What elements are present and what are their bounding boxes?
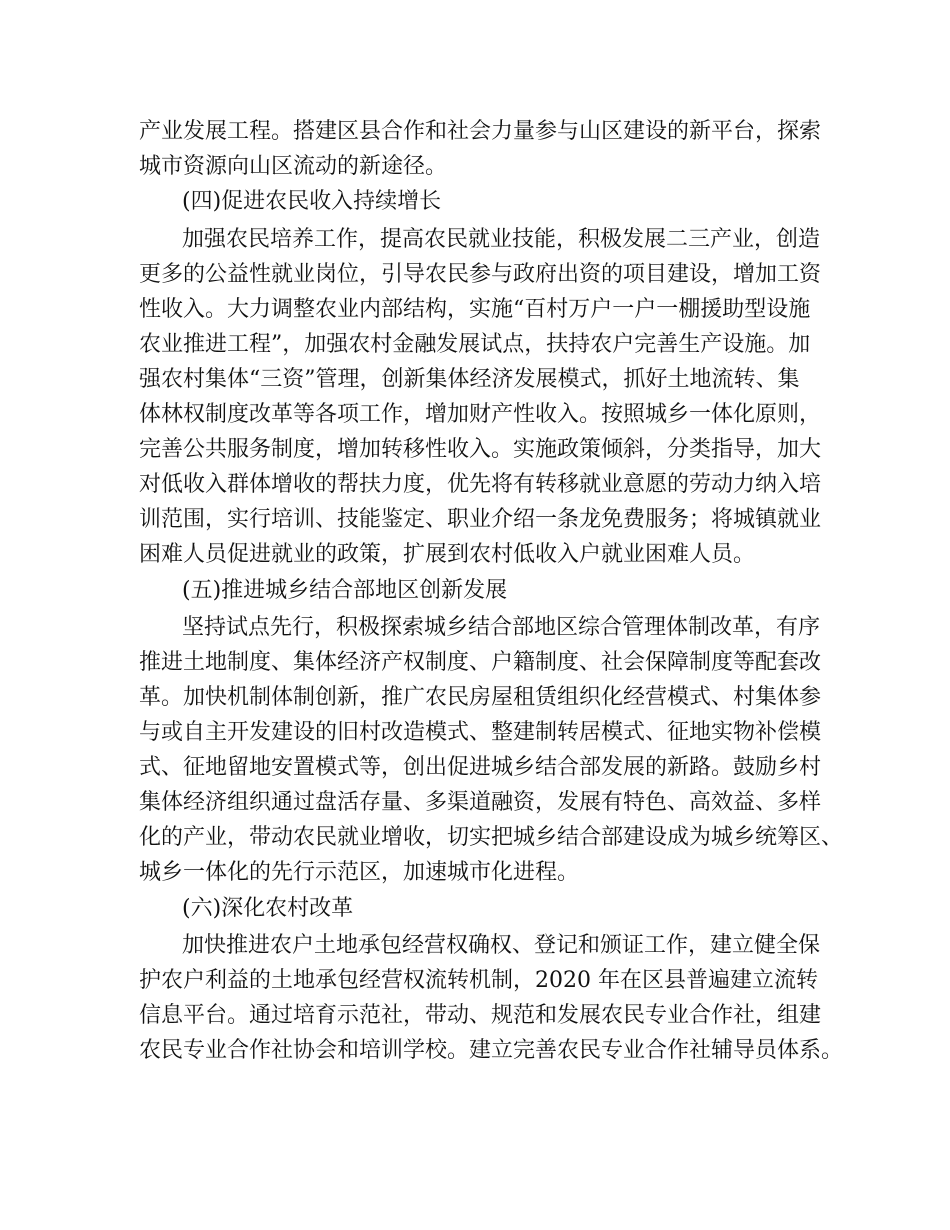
- body-text-line: 更多的公益性就业岗位，引导农民参与政府出资的项目建设，增加工资: [139, 262, 822, 287]
- body-text-line: 革。加快机制体制创新，推广农民房屋租赁组织化经营模式、村集体参: [139, 685, 822, 710]
- body-text-line: 加快推进农户土地承包经营权确权、登记和颁证工作，建立健全保: [182, 933, 821, 958]
- body-text-line: 困难人员促进就业的政策，扩展到农村低收入户就业困难人员。: [139, 542, 756, 567]
- body-text-line: 集体经济组织通过盘活存量、多渠道融资，发展有特色、高效益、多样: [139, 790, 822, 815]
- section-heading: (五)推进城乡结合部地区创新发展: [182, 578, 508, 603]
- body-text-line: 信息平台。通过培育示范社，带动、规范和发展农民专业合作社，组建: [139, 1003, 822, 1028]
- body-text-line: 推进土地制度、集体经济产权制度、户籍制度、社会保障制度等配套改: [139, 650, 822, 675]
- body-text-line: 完善公共服务制度，增加转移性收入。实施政策倾斜，分类指导，加大: [139, 437, 822, 462]
- body-text-line: 对低收入群体增收的帮扶力度，优先将有转移就业意愿的劳动力纳入培: [139, 472, 822, 497]
- body-text-line: 化的产业，带动农民就业增收，切实把城乡结合部建设成为城乡统筹区、: [139, 825, 844, 850]
- body-text-line: 体林权制度改革等各项工作，增加财产性收入。按照城乡一体化原则，: [139, 402, 822, 427]
- body-text-line: 坚持试点先行，积极探索城乡结合部地区综合管理体制改革，有序: [182, 615, 821, 640]
- body-text-line: 训范围，实行培训、技能鉴定、职业介绍一条龙免费服务；将城镇就业: [139, 507, 822, 532]
- body-text-line: 性收入。大力调整农业内部结构，实施“百村万户一户一棚援助型设施: [139, 297, 811, 322]
- body-text-line: 农业推进工程”，加强农村金融发展试点，扶持农户完善生产设施。加: [139, 332, 811, 357]
- body-text-line: 农民专业合作社协会和培训学校。建立完善农民专业合作社辅导员体系。: [139, 1038, 844, 1063]
- body-text-line: 式、征地留地安置模式等，创出促进城乡结合部发展的新路。鼓励乡村: [139, 755, 822, 780]
- body-text-line: 与或自主开发建设的旧村改造模式、整建制转居模式、征地实物补偿模: [139, 720, 822, 745]
- body-text-line: 城市资源向山区流动的新途径。: [139, 154, 448, 179]
- section-heading: (四)促进农民收入持续增长: [182, 189, 442, 214]
- body-text-line: 强农村集体“三资”管理，创新集体经济发展模式，抓好土地流转、集: [139, 367, 800, 392]
- body-text-line: 产业发展工程。搭建区县合作和社会力量参与山区建设的新平台，探索: [139, 119, 822, 144]
- section-heading: (六)深化农村改革: [182, 896, 354, 921]
- body-text-line: 护农户利益的土地承包经营权流转机制，2020 年在区县普遍建立流转: [139, 968, 818, 993]
- body-text-line: 城乡一体化的先行示范区，加速城市化进程。: [139, 860, 580, 885]
- body-text-line: 加强农民培养工作，提高农民就业技能，积极发展二三产业，创造: [182, 227, 821, 252]
